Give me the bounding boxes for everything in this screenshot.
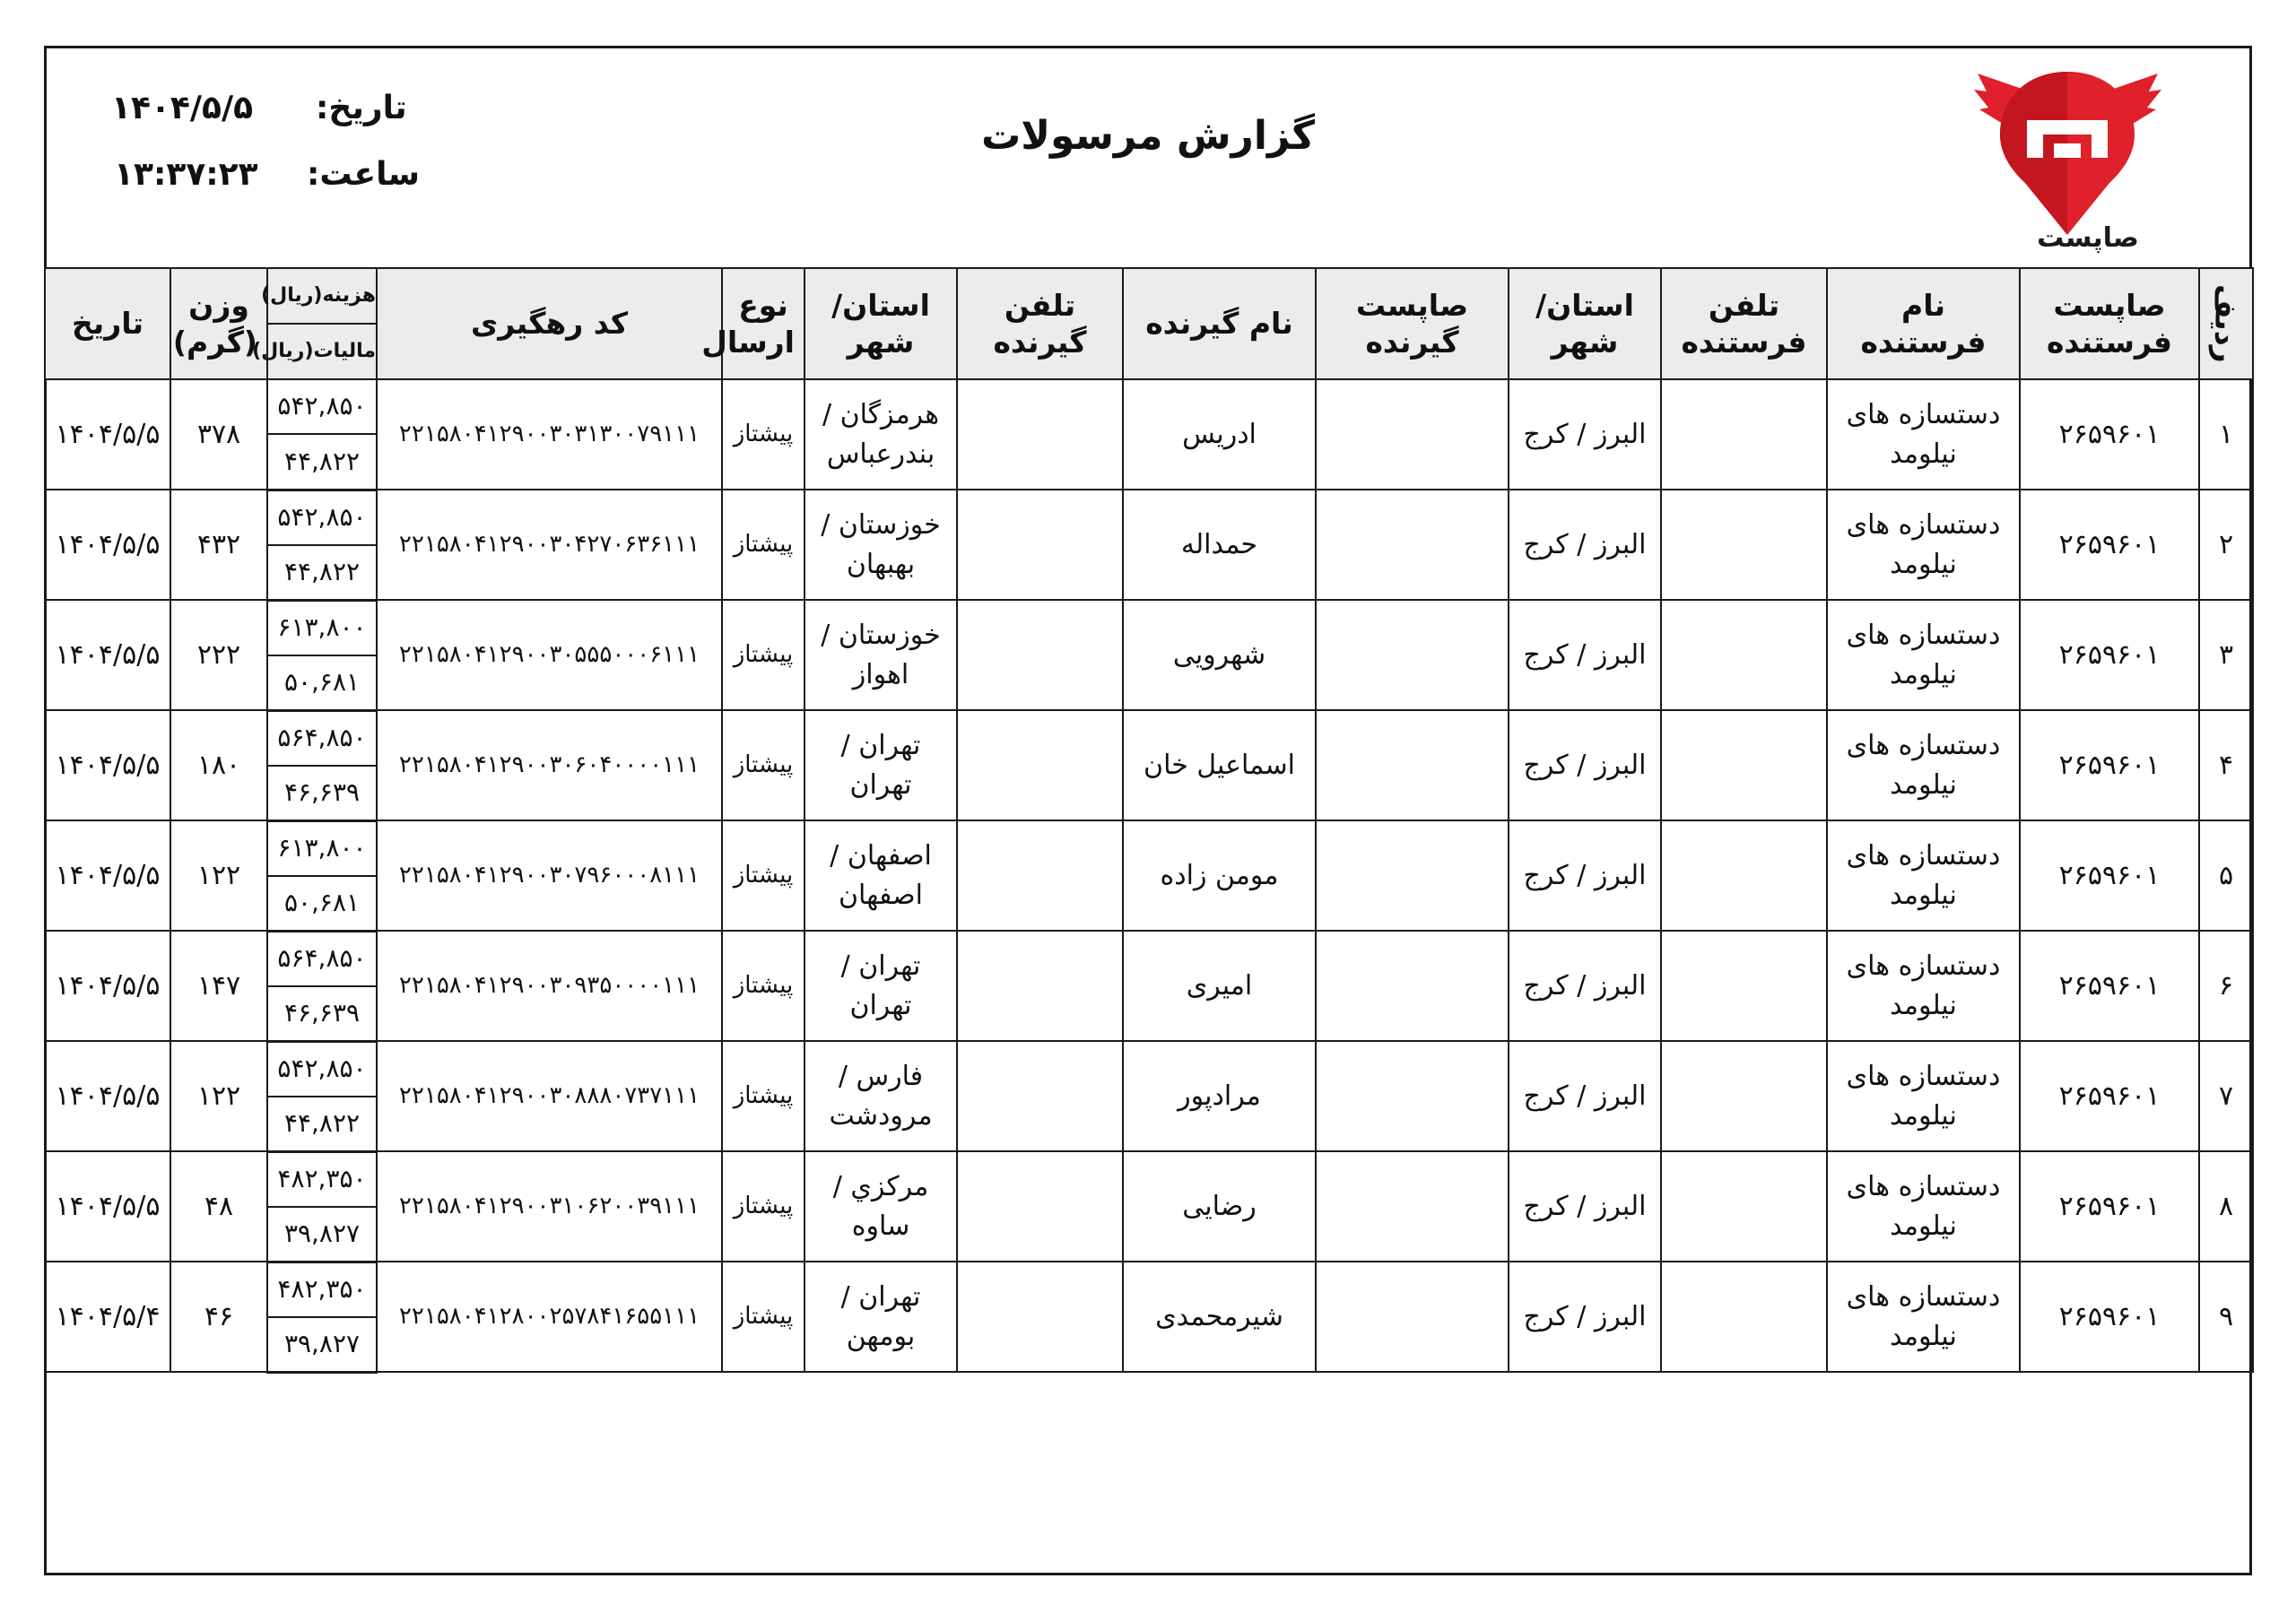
send-type-cell: پیشتاز (722, 1262, 804, 1372)
tax-cell: ۴۶,۶۳۹ (267, 766, 377, 821)
cost-cell: ۶۱۳,۸۰۰ (267, 820, 377, 876)
report-frame (44, 46, 2252, 1575)
tracking-code-cell: ۲۲۱۵۸۰۴۱۲۹۰۰۳۰۵۵۵۰۰۰۶۱۱۱ (377, 600, 722, 710)
weight-cell: ۴۶ (170, 1262, 267, 1372)
table-row (45, 490, 2253, 545)
tax-cell: ۴۴,۸۲۲ (267, 434, 377, 490)
receiver-city-cell: خوزستان / بهبهان (804, 490, 957, 600)
sapost-logo (1971, 65, 2164, 253)
receiver-sapost-cell (1316, 931, 1509, 1041)
sender-phone-cell (1661, 490, 1827, 600)
tax-cell: ۳۹,۸۲۷ (267, 1207, 377, 1262)
row-number-cell: ۶ (2199, 931, 2253, 1041)
tax-cell: ۴۴,۸۲۲ (267, 1097, 377, 1152)
sender-name-cell: دستسازه های نیلومد (1827, 600, 2020, 710)
tracking-code-cell: ۲۲۱۵۸۰۴۱۲۸۰۰۲۵۷۸۴۱۶۵۵۱۱۱ (377, 1262, 722, 1372)
date-cell: ۱۴۰۴/۵/۵ (45, 379, 170, 490)
receiver-sapost-cell (1316, 1041, 1509, 1151)
report-header (47, 48, 2249, 267)
table-row (45, 1262, 2253, 1317)
row-number-cell: ۳ (2199, 600, 2253, 710)
table-row (45, 931, 2253, 986)
cost-cell: ۵۴۲,۸۵۰ (267, 1041, 377, 1097)
receiver-phone-cell (957, 820, 1123, 931)
sender-sapost-cell: ۲۶۵۹۶۰۱ (2020, 490, 2199, 600)
receiver-sapost-cell (1316, 1262, 1509, 1372)
weight-cell: ۱۸۰ (170, 710, 267, 820)
send-type-cell: پیشتاز (722, 931, 804, 1041)
sender-phone-cell (1661, 1041, 1827, 1151)
date-cell: ۱۴۰۴/۵/۵ (45, 600, 170, 710)
col-header-sender-name: نام فرستنده (1827, 268, 2020, 379)
send-type-cell: پیشتاز (722, 710, 804, 820)
receiver-city-cell: خوزستان / اهواز (804, 600, 957, 710)
time-value: ۱۳:۳۷:۲۳ (114, 156, 258, 193)
cost-cell: ۵۶۴,۸۵۰ (267, 710, 377, 766)
sender-city-cell: البرز / کرج (1509, 820, 1661, 931)
sender-phone-cell (1661, 379, 1827, 490)
receiver-name-cell: اسماعیل خان (1123, 710, 1316, 820)
receiver-city-cell: تهران / تهران (804, 710, 957, 820)
sender-sapost-cell: ۲۶۵۹۶۰۱ (2020, 379, 2199, 490)
weight-cell: ۱۲۲ (170, 820, 267, 931)
shipments-table (44, 267, 2254, 1374)
col-header-sender-city: استان/ شهر (1509, 268, 1661, 379)
sender-sapost-cell: ۲۶۵۹۶۰۱ (2020, 1041, 2199, 1151)
send-type-cell: پیشتاز (722, 379, 804, 490)
sender-phone-cell (1661, 1262, 1827, 1372)
tax-cell: ۴۴,۸۲۲ (267, 545, 377, 601)
sender-name-cell: دستسازه های نیلومد (1827, 1041, 2020, 1151)
receiver-phone-cell (957, 379, 1123, 490)
cost-cell: ۴۸۲,۳۵۰ (267, 1262, 377, 1317)
sender-name-cell: دستسازه های نیلومد (1827, 1262, 2020, 1372)
row-number-cell: ۷ (2199, 1041, 2253, 1151)
date-cell: ۱۴۰۴/۵/۵ (45, 710, 170, 820)
date-cell: ۱۴۰۴/۵/۵ (45, 820, 170, 931)
date-cell: ۱۴۰۴/۵/۵ (45, 931, 170, 1041)
cost-cell: ۴۸۲,۳۵۰ (267, 1151, 377, 1207)
table-row (45, 1041, 2253, 1097)
tracking-code-cell: ۲۲۱۵۸۰۴۱۲۹۰۰۳۰۹۳۵۰۰۰۰۱۱۱ (377, 931, 722, 1041)
receiver-city-cell: اصفهان / اصفهان (804, 820, 957, 931)
receiver-sapost-cell (1316, 1151, 1509, 1262)
tax-cell: ۵۰,۶۸۱ (267, 876, 377, 932)
col-header-receiver-name: نام گیرنده (1123, 268, 1316, 379)
sender-sapost-cell: ۲۶۵۹۶۰۱ (2020, 600, 2199, 710)
sender-city-cell: البرز / کرج (1509, 600, 1661, 710)
date-cell: ۱۴۰۴/۵/۵ (45, 1151, 170, 1262)
col-header-weight: وزن (گرم) (170, 268, 267, 379)
receiver-phone-cell (957, 600, 1123, 710)
sender-city-cell: البرز / کرج (1509, 490, 1661, 600)
date-cell: ۱۴۰۴/۵/۵ (45, 1041, 170, 1151)
sender-sapost-cell: ۲۶۵۹۶۰۱ (2020, 931, 2199, 1041)
row-number-cell: ۴ (2199, 710, 2253, 820)
weight-cell: ۲۲۲ (170, 600, 267, 710)
receiver-city-cell: تهران / تهران (804, 931, 957, 1041)
receiver-name-cell: مرادپور (1123, 1041, 1316, 1151)
tax-cell: ۴۶,۶۳۹ (267, 986, 377, 1042)
table-header-row (45, 268, 2253, 324)
sender-city-cell: البرز / کرج (1509, 379, 1661, 490)
col-header-sender-sapost: صاپست فرستنده (2020, 268, 2199, 379)
tracking-code-cell: ۲۲۱۵۸۰۴۱۲۹۰۰۳۱۰۶۲۰۰۳۹۱۱۱ (377, 1151, 722, 1262)
receiver-phone-cell (957, 1151, 1123, 1262)
weight-cell: ۴۸ (170, 1151, 267, 1262)
receiver-phone-cell (957, 490, 1123, 600)
sender-name-cell: دستسازه های نیلومد (1827, 710, 2020, 820)
tax-cell: ۵۰,۶۸۱ (267, 655, 377, 711)
cost-cell: ۵۶۴,۸۵۰ (267, 931, 377, 986)
date-cell: ۱۴۰۴/۵/۴ (45, 1262, 170, 1372)
receiver-sapost-cell (1316, 379, 1509, 490)
tracking-code-cell: ۲۲۱۵۸۰۴۱۲۹۰۰۳۰۶۰۴۰۰۰۰۱۱۱ (377, 710, 722, 820)
receiver-city-cell: هرمزگان / بندرعباس (804, 379, 957, 490)
table-row (45, 820, 2253, 876)
sender-phone-cell (1661, 820, 1827, 931)
sender-sapost-cell: ۲۶۵۹۶۰۱ (2020, 820, 2199, 931)
weight-cell: ۱۴۷ (170, 931, 267, 1041)
date-value: ۱۴۰۴/۵/۵ (111, 90, 254, 126)
sender-name-cell: دستسازه های نیلومد (1827, 931, 2020, 1041)
sender-city-cell: البرز / کرج (1509, 1151, 1661, 1262)
receiver-name-cell: امیری (1123, 931, 1316, 1041)
table-row (45, 710, 2253, 766)
sender-phone-cell (1661, 1151, 1827, 1262)
date-cell: ۱۴۰۴/۵/۵ (45, 490, 170, 600)
report-title: گزارش مرسولات (981, 113, 1315, 159)
time-label: ساعت: (307, 156, 421, 193)
receiver-name-cell: رضایی (1123, 1151, 1316, 1262)
col-header-receiver-sapost: صاپست گیرنده (1316, 268, 1509, 379)
receiver-city-cell: مرکزي / ساوه (804, 1151, 957, 1262)
receiver-phone-cell (957, 1041, 1123, 1151)
table-row (45, 600, 2253, 655)
sender-sapost-cell: ۲۶۵۹۶۰۱ (2020, 1262, 2199, 1372)
sender-phone-cell (1661, 710, 1827, 820)
col-header-receiver-city: استان/ شهر (804, 268, 957, 379)
col-header-receiver-phone: تلفن گیرنده (957, 268, 1123, 379)
sender-name-cell: دستسازه های نیلومد (1827, 820, 2020, 931)
weight-cell: ۱۲۲ (170, 1041, 267, 1151)
row-number-cell: ۹ (2199, 1262, 2253, 1372)
row-number-cell: ۵ (2199, 820, 2253, 931)
table-row (45, 1151, 2253, 1207)
receiver-sapost-cell (1316, 710, 1509, 820)
receiver-phone-cell (957, 710, 1123, 820)
tracking-code-cell: ۲۲۱۵۸۰۴۱۲۹۰۰۳۰۸۸۸۰۷۳۷۱۱۱ (377, 1041, 722, 1151)
sender-city-cell: البرز / کرج (1509, 1041, 1661, 1151)
col-header-sender-phone: تلفن فرستنده (1661, 268, 1827, 379)
sender-city-cell: البرز / کرج (1509, 1262, 1661, 1372)
logo-text: صاپست (2037, 222, 2139, 254)
col-header-cost: هزینه(ریال) (267, 268, 377, 324)
sender-name-cell: دستسازه های نیلومد (1827, 379, 2020, 490)
cost-cell: ۵۴۲,۸۵۰ (267, 379, 377, 434)
receiver-sapost-cell (1316, 490, 1509, 600)
col-header-send-type: نوع ارسال (722, 268, 804, 379)
table-row (45, 379, 2253, 434)
sender-sapost-cell: ۲۶۵۹۶۰۱ (2020, 1151, 2199, 1262)
col-header-row: ردیف (2199, 268, 2253, 379)
sender-sapost-cell: ۲۶۵۹۶۰۱ (2020, 710, 2199, 820)
receiver-city-cell: تهران / بومهن (804, 1262, 957, 1372)
tax-cell: ۳۹,۸۲۷ (267, 1317, 377, 1373)
tracking-code-cell: ۲۲۱۵۸۰۴۱۲۹۰۰۳۰۳۱۳۰۰۷۹۱۱۱ (377, 379, 722, 490)
cost-cell: ۵۴۲,۸۵۰ (267, 490, 377, 545)
sender-phone-cell (1661, 600, 1827, 710)
receiver-name-cell: حمداله (1123, 490, 1316, 600)
col-header-tax: مالیات(ریال) (267, 324, 377, 379)
weight-cell: ۴۳۲ (170, 490, 267, 600)
table-body (45, 379, 2253, 1372)
receiver-phone-cell (957, 931, 1123, 1041)
receiver-name-cell: مومن زاده (1123, 820, 1316, 931)
row-number-cell: ۲ (2199, 490, 2253, 600)
sender-city-cell: البرز / کرج (1509, 710, 1661, 820)
sender-name-cell: دستسازه های نیلومد (1827, 1151, 2020, 1262)
tracking-code-cell: ۲۲۱۵۸۰۴۱۲۹۰۰۳۰۴۲۷۰۶۳۶۱۱۱ (377, 490, 722, 600)
cost-cell: ۶۱۳,۸۰۰ (267, 600, 377, 655)
receiver-city-cell: فارس / مرودشت (804, 1041, 957, 1151)
receiver-phone-cell (957, 1262, 1123, 1372)
tracking-code-cell: ۲۲۱۵۸۰۴۱۲۹۰۰۳۰۷۹۶۰۰۰۸۱۱۱ (377, 820, 722, 931)
receiver-sapost-cell (1316, 600, 1509, 710)
row-number-cell: ۸ (2199, 1151, 2253, 1262)
sender-name-cell: دستسازه های نیلومد (1827, 490, 2020, 600)
send-type-cell: پیشتاز (722, 1151, 804, 1262)
weight-cell: ۳۷۸ (170, 379, 267, 490)
receiver-sapost-cell (1316, 820, 1509, 931)
receiver-name-cell: ادریس (1123, 379, 1316, 490)
col-header-tracking: کد رهگیری (377, 268, 722, 379)
col-header-date: تاریخ (45, 268, 170, 379)
receiver-name-cell: شیرمحمدی (1123, 1262, 1316, 1372)
send-type-cell: پیشتاز (722, 490, 804, 600)
date-label: تاریخ: (316, 90, 407, 126)
sender-city-cell: البرز / کرج (1509, 931, 1661, 1041)
send-type-cell: پیشتاز (722, 1041, 804, 1151)
row-number-cell: ۱ (2199, 379, 2253, 490)
receiver-name-cell: شهرویی (1123, 600, 1316, 710)
send-type-cell: پیشتاز (722, 600, 804, 710)
sender-phone-cell (1661, 931, 1827, 1041)
send-type-cell: پیشتاز (722, 820, 804, 931)
